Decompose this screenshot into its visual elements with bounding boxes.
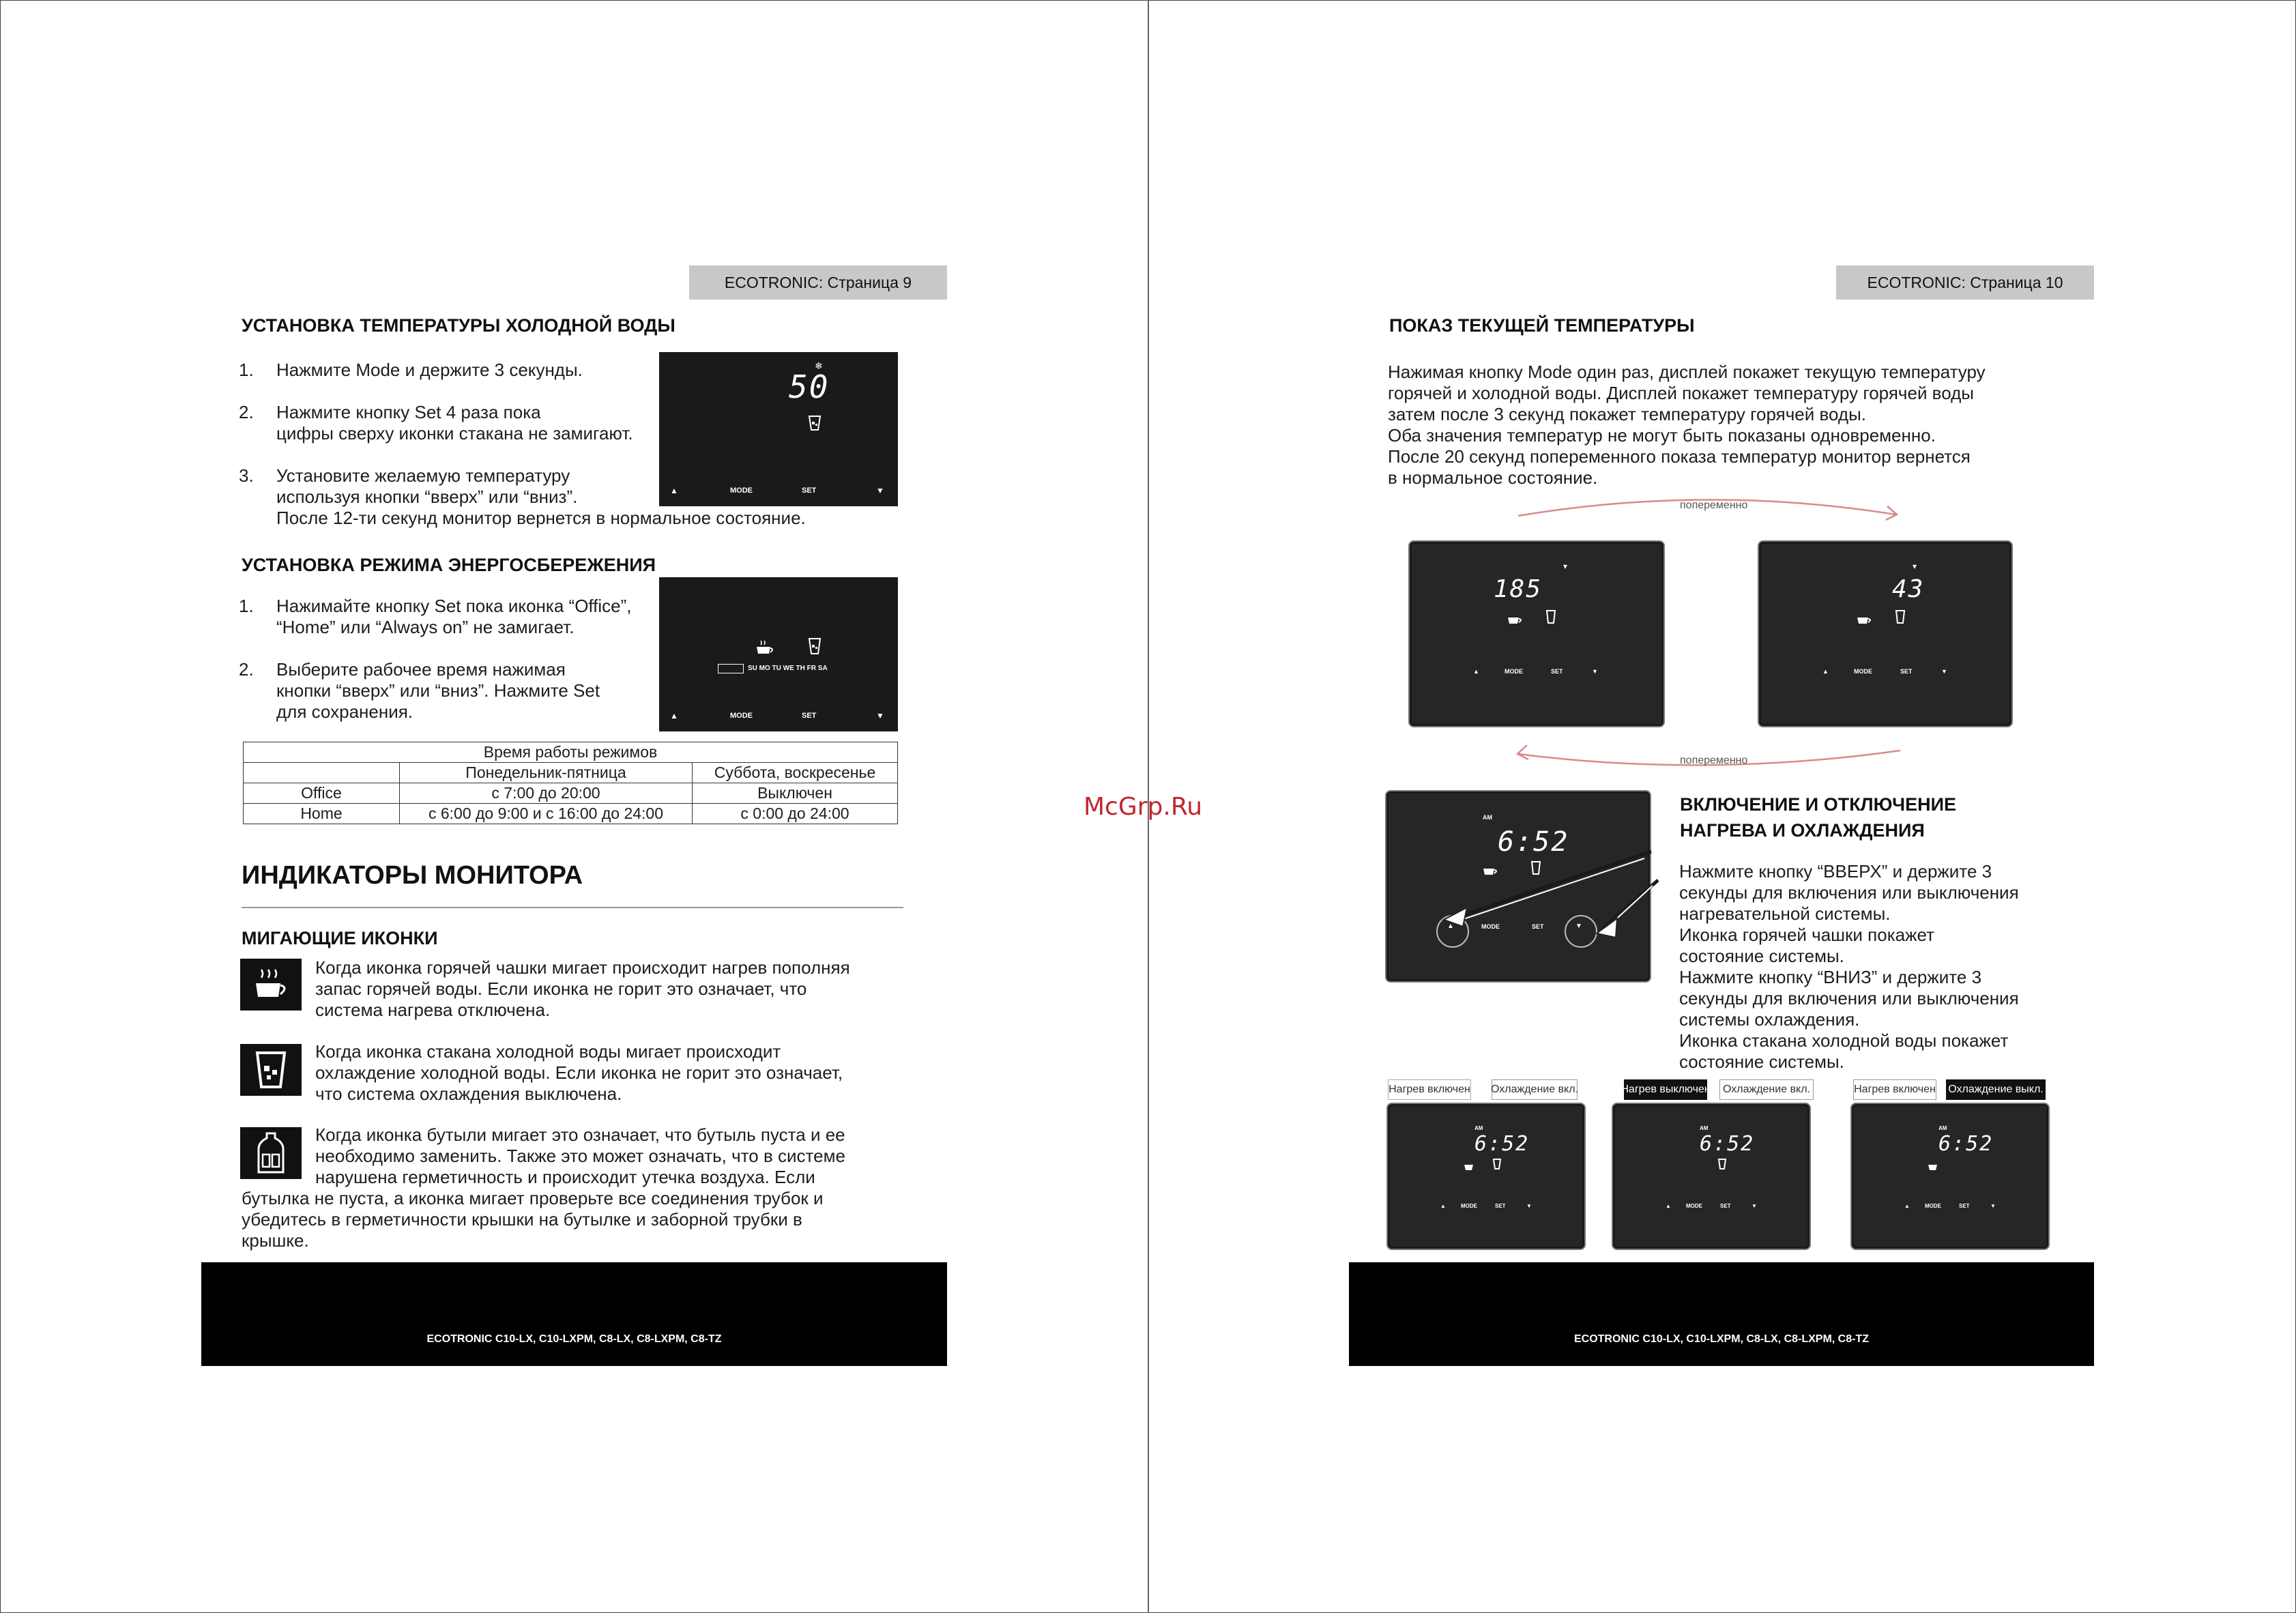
current-temp-title: ПОКАЗ ТЕКУЩЕЙ ТЕМПЕРАТУРЫ [1389,315,1695,336]
table-header-weekend: Суббота, воскресенье [693,763,898,783]
up-button[interactable]: ▲ [1473,668,1479,675]
table-row [244,763,898,783]
set-button[interactable]: SET [1551,668,1563,675]
step-number: 3. [239,465,254,486]
clock-readout: 6:52 [1700,1132,1755,1156]
hot-cup-icon [755,639,775,656]
step-line: Выберите рабочее время нажимая [276,659,566,680]
table-row [244,804,898,824]
down-button[interactable]: ▼ [876,486,884,495]
mode-indicator-box [718,664,744,673]
cool-status-tag: Охлаждение выкл. [1946,1079,2046,1100]
mode-button[interactable]: MODE [1505,668,1523,675]
text-line: в нормальное состояние. [1388,467,1598,488]
step-line: для сохранения. [276,701,413,722]
step-line: цифры сверху иконки стакана не замигают. [276,423,633,444]
set-button[interactable]: SET [802,712,817,720]
table-cell: Выключен [693,783,898,804]
am-indicator: AM [1700,1125,1709,1131]
page-label-left: ECOTRONIC: Страница 9 [689,265,947,300]
hot-cup-icon [1855,611,1873,626]
clock-readout: 6:52 [1938,1132,1994,1156]
set-button[interactable]: SET [1959,1203,1970,1209]
cold-section-title: УСТАНОВКА ТЕМПЕРАТУРЫ ХОЛОДНОЙ ВОДЫ [242,315,675,336]
step-line: Нажмите кнопку Set 4 раза пока [276,402,541,422]
mode-button[interactable]: MODE [1461,1203,1477,1209]
text-line: Иконка горячей чашки покажет [1679,925,1935,945]
step-line: Установите желаемую температуру [276,465,570,486]
cold-temp-readout: 50 [789,368,830,405]
down-button[interactable]: ▼ [1526,1203,1532,1209]
clock-readout: 6:52 [1474,1132,1530,1156]
down-button[interactable]: ▼ [1575,922,1582,930]
mode-button[interactable]: MODE [730,486,753,495]
step-line: После 12-ти секунд монитор вернется в нормальное состояние. [276,508,806,528]
up-button[interactable]: ▲ [1904,1203,1910,1209]
text-line: нарушена герметичность и происходит утечка воздуха. Если [315,1167,815,1187]
step-line: используя кнопки “вверх” или “вниз”. [276,486,578,507]
mode-button[interactable]: MODE [730,712,753,720]
alternate-label-top: попеременно [1680,499,1748,511]
clock-readout: 6:52 [1498,826,1569,858]
bottle-description-cont [242,1188,824,1251]
cold-glass-description [315,1041,843,1105]
text-line: система нагрева отключена. [315,1000,551,1020]
bottle-icon [240,1127,302,1179]
text-line: крышке. [242,1230,309,1251]
mode-button[interactable]: MODE [1854,668,1872,675]
bottle-description [315,1124,845,1188]
indicators-title: ИНДИКАТОРЫ МОНИТОРА [242,861,583,890]
snowflake-icon: ❄ [815,360,823,371]
hot-cup-icon [240,959,302,1011]
cold-glass-icon [1717,1158,1727,1170]
text-line: нагревательной системы. [1679,903,1891,924]
cold-glass-icon [808,637,822,655]
am-indicator: AM [1483,814,1492,821]
text-line: секунды для включения или выключения [1679,882,2019,903]
toggle-title [1680,791,1956,843]
text-line: Нажмите кнопку “ВВЕРХ” и держите 3 [1679,861,1992,882]
up-button[interactable]: ▲ [1440,1203,1446,1209]
down-button[interactable]: ▼ [1592,668,1598,675]
cold-glass-icon [1895,609,1906,624]
up-button[interactable]: ▲ [1666,1203,1671,1209]
text-line: горячей и холодной воды. Дисплей покажет температуру горячей воды [1388,383,1974,403]
divider [242,907,903,908]
cool-status-tag: Охлаждение вкл. [1492,1079,1578,1100]
text-line: бутылка не пуста, а иконка мигает проверьте все соединения трубок и [242,1188,824,1208]
table-cell [244,763,400,783]
hot-temp-panel [1410,542,1663,726]
cold-glass-icon [1492,1158,1502,1170]
cool-status-tag: Охлаждение вкл. [1719,1079,1814,1100]
text-line: запас горячей воды. Если иконка не горит это означает, что [315,978,807,999]
text-line: Когда иконка стакана холодной воды мигает происходит [315,1041,781,1062]
text-line: Когда иконка горячей чашки мигает происходит нагрев пополняя [315,957,850,978]
pointer-arrows [1433,846,1665,948]
hot-cup-icon [1926,1159,1941,1172]
text-line: секунды для включения или выключения [1679,988,2019,1008]
text-line: системы охлаждения. [1679,1009,1860,1030]
heat-mark-icon: ▾ [1563,562,1568,571]
table-cell: Office [244,783,400,804]
text-line: После 20 секунд попеременного показа температур монитор вернется [1388,446,1971,467]
text-line: состояние системы. [1679,946,1844,966]
footer-left: ECOTRONIC C10-LX, C10-LXPM, C8-LX, C8-LXPM, C8-TZ [201,1262,947,1366]
indicators-subtitle: МИГАЮЩИЕ ИКОНКИ [242,928,438,948]
text-line: Когда иконка бутыли мигает это означает, что бутыль пуста и ее [315,1124,845,1145]
text-line: убедитесь в герметичности крышки на бутылке и заборной трубки в [242,1209,802,1230]
toggle-title-line: НАГРЕВА И ОХЛАЖДЕНИЯ [1680,820,1925,841]
weekday-row: SU MO TU WE TH FR SA [748,665,828,672]
schedule-table [243,742,898,824]
step-line: Нажимайте кнопку Set пока иконка “Office”, [276,596,632,616]
cold-temp-readout: 43 [1892,575,1925,603]
text-line: охлаждение холодной воды. Если иконка не горит это означает, [315,1062,843,1083]
down-button[interactable]: ▼ [1990,1203,1996,1209]
up-button[interactable]: ▲ [1822,668,1829,675]
am-indicator: AM [1938,1125,1947,1131]
text-line: Оба значения температур не могут быть показаны одновременно. [1388,425,1936,446]
cold-glass-icon [1545,609,1556,624]
text-line: Иконка стакана холодной воды покажет [1679,1030,2009,1051]
text-line: необходимо заменить. Также это может означать, что в системе [315,1146,845,1166]
table-cell: с 0:00 до 24:00 [693,804,898,824]
page-label-right: ECOTRONIC: Страница 10 [1836,265,2094,300]
down-button[interactable]: ▼ [1941,668,1947,675]
set-button[interactable]: SET [1720,1203,1731,1209]
current-temp-text [1388,362,1986,489]
heat-status-tag: Нагрев включен [1853,1079,1936,1100]
am-indicator: AM [1474,1125,1483,1131]
text-line: состояние системы. [1679,1051,1844,1072]
set-button[interactable]: SET [1495,1203,1506,1209]
cold-glass-icon [240,1044,302,1096]
mode-button[interactable]: MODE [1925,1203,1941,1209]
toggle-text [1679,861,2019,1073]
down-button[interactable]: ▼ [1752,1203,1757,1209]
hot-cup-icon [1462,1159,1477,1172]
toggle-title-line: ВКЛЮЧЕНИЕ И ОТКЛЮЧЕНИЕ [1680,794,1957,815]
heat-status-tag: Нагрев включен [1388,1079,1471,1100]
table-cell: с 7:00 до 20:00 [400,783,693,804]
watermark: McGrp.Ru [1084,793,1203,821]
text-line: Нажмите кнопку “ВНИЗ” и держите 3 [1679,967,1982,987]
hot-cup-description [315,957,850,1021]
up-button[interactable]: ▲ [670,486,678,495]
set-button[interactable]: SET [1900,668,1913,675]
table-cell: Home [244,804,400,824]
text-line: Нажимая кнопку Mode один раз, дисплей покажет текущую температуру [1388,362,1986,382]
state-panel-3 [1852,1104,2048,1249]
step-line: кнопки “вверх” или “вниз”. Нажмите Set [276,680,600,701]
hot-cup-icon [1506,611,1524,626]
step-line: “Home” или “Always on” не замигает. [276,617,575,637]
table-row [244,742,898,763]
table-cell: с 6:00 до 9:00 и с 16:00 до 24:00 [400,804,693,824]
cold-glass-icon [808,415,822,431]
step-number: 2. [239,659,254,680]
state-panel-1 [1388,1104,1584,1249]
eco-section-title: УСТАНОВКА РЕЖИМА ЭНЕРГОСБЕРЕЖЕНИЯ [242,555,656,575]
step-number: 1. [239,596,254,616]
eco-display-panel [659,577,898,731]
down-button[interactable]: ▼ [876,711,884,721]
footer-right: ECOTRONIC C10-LX, C10-LXPM, C8-LX, C8-LXPM, C8-TZ [1349,1262,2094,1366]
step-number: 1. [239,360,254,380]
text-line: затем после 3 секунд покажет температуру горячей воды. [1388,404,1867,424]
cold-temp-panel [1759,542,2011,726]
mode-button[interactable]: MODE [1686,1203,1702,1209]
table-title: Время работы режимов [244,742,898,763]
heat-status-tag: Нагрев выключен [1624,1079,1707,1100]
snowflake-icon: ▾ [1913,562,1917,571]
cold-display-panel [659,352,898,506]
up-button[interactable]: ▲ [1447,922,1454,930]
step-number: 2. [239,402,254,422]
mode-button[interactable]: MODE [1481,923,1500,930]
table-row [244,783,898,804]
set-button[interactable]: SET [802,486,817,495]
set-button[interactable]: SET [1532,923,1544,930]
alternate-label-bottom: попеременно [1680,755,1748,766]
up-button[interactable]: ▲ [670,711,678,721]
state-panel-2 [1613,1104,1810,1249]
text-line: что система охлаждения выключена. [315,1084,622,1104]
hot-temp-readout: 185 [1494,575,1543,603]
step-line: Нажмите Mode и держите 3 секунды. [276,360,583,380]
table-header-weekdays: Понедельник-пятница [400,763,693,783]
